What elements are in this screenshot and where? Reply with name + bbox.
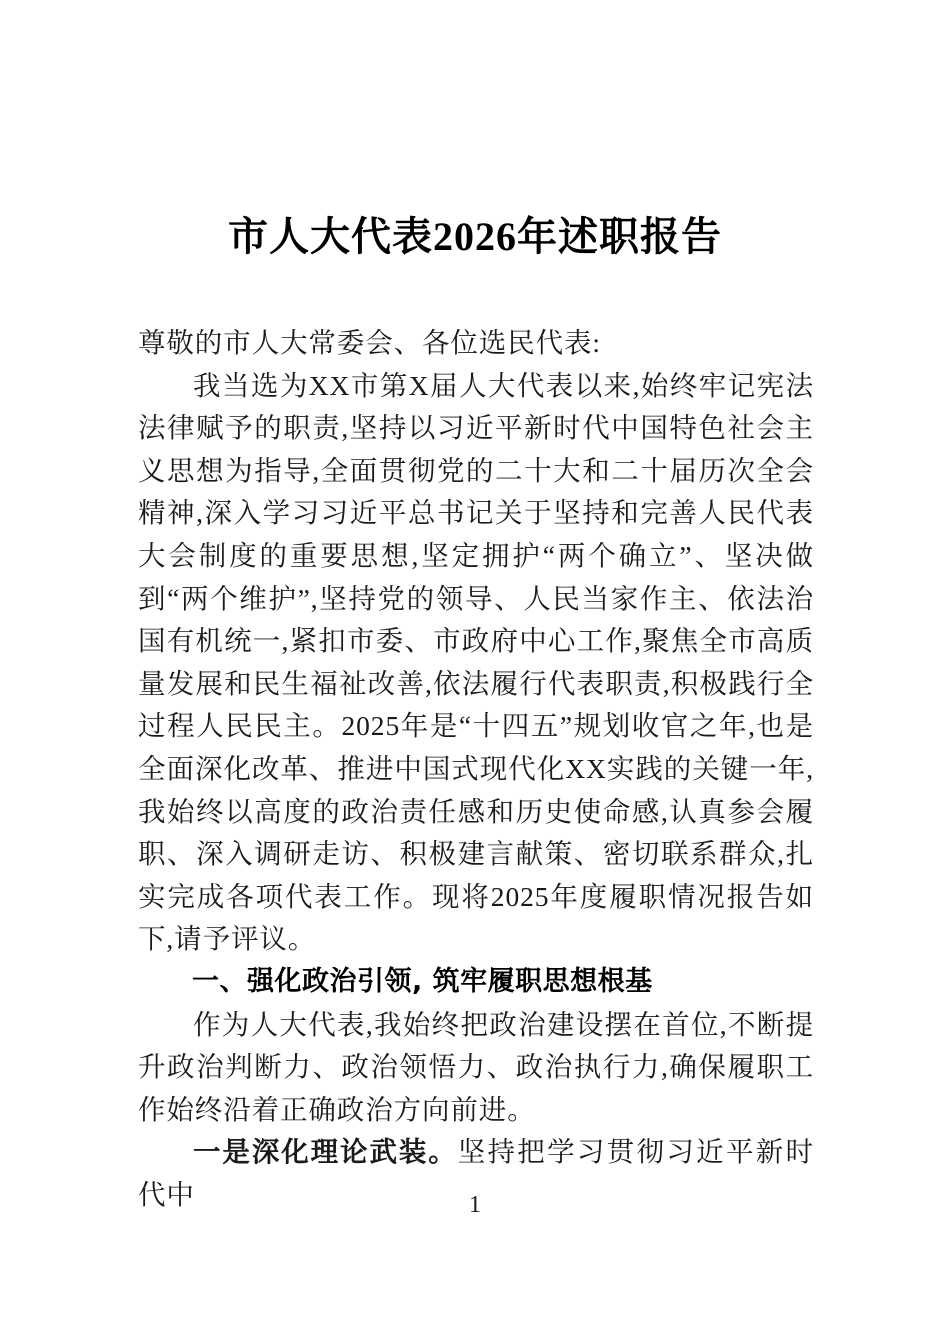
document-body [138,322,814,1216]
opening-paragraph: 我当选为XX市第X届人大代表以来,始终牢记宪法法律赋予的职责,坚持以习近平新时代中国特色社会主义思想为指导,全面贯彻党的二十大和二十届历次全会精神,深入学习习近平总书记关于坚持和完善人民代表大会制度的重要思想,坚定拥护“两个确立”、坚决做到“两个维护”,坚持党的领导、人民当家作主、依法治国有机统一,紧扣市委、市政府中心工作,聚焦全市高质量发展和民生福祉改善,依法履行代表职责,积极践行全过程人民民主。2025年是“十四五”规划收官之年,也是全面深化改革、推进中国式现代化XX实践的关键一年,我始终以高度的政治责任感和历史使命感,认真参会履职、深入调研走访、积极建言献策、密切联系群众,扎实完成各项代表工作。现将2025年度履职情况报告如下,请予评议。 [138,369,814,955]
page-title: 市人大代表2026年述职报告 [228,213,722,259]
section-one-body-paragraph: 作为人大代表,我始终把政治建设摆在首位,不断提升政治判断力、政治领悟力、政治执行力,确保履职工作始终沿着正确政治方向前进。 [138,1008,814,1125]
page-number: 1 [469,1192,481,1218]
section-heading-one: 一、强化政治引领, 筑牢履职思想根基 [192,965,653,997]
subsection-one-text: 坚持把学习贯彻习近平新时代中 [138,1136,814,1210]
subsection-one-lead-in: 一是深化理论武装。 [193,1136,458,1168]
salutation-line: 尊敬的市人大常委会、各位选民代表: [138,327,601,358]
